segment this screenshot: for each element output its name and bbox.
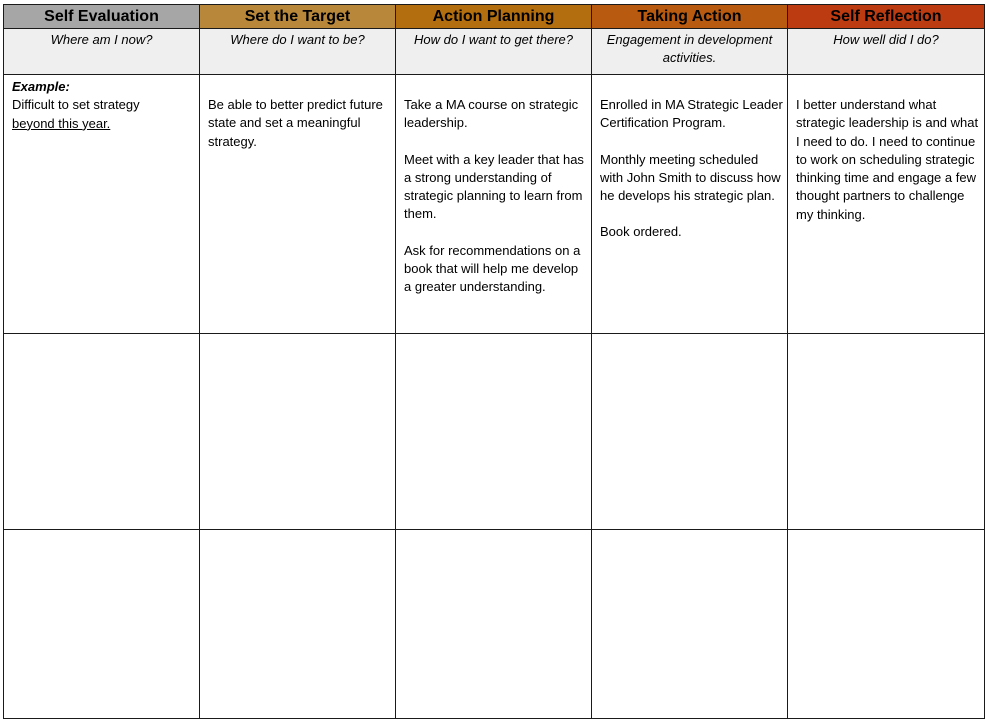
taking-action-item: Monthly meeting scheduled with John Smith to discuss how he develops his strategic plan. [600, 151, 781, 204]
action-planning-item: Meet with a key leader that has a strong understanding of strategic planning to learn from them. [404, 151, 584, 222]
example-set-the-target-cell[interactable] [200, 75, 396, 334]
subtitle-self-reflection: How well did I do? [788, 29, 985, 75]
empty-row [4, 334, 985, 530]
example-label: Example: [12, 79, 70, 94]
empty-self-reflection-cell[interactable] [788, 334, 985, 530]
action-planning-item: Ask for recommendations on a book that will help me develop a greater understanding. [404, 242, 581, 295]
taking-action-item: Book ordered. [600, 224, 682, 240]
empty-self-evaluation-cell[interactable] [4, 530, 200, 719]
action-planning-item: Take a MA course on strategic leadership. [404, 97, 579, 131]
taking-action-item: Enrolled in MA Strategic Leader Certification Program. [600, 97, 783, 131]
example-self-reflection-text: I better understand what strategic leadership is and what I need to do. I need to continue to work on scheduling strategic thinking time and engage a few thought partners to challenge my thinking. [796, 97, 979, 222]
empty-self-evaluation-cell[interactable] [4, 334, 200, 530]
empty-action-planning-cell[interactable] [396, 530, 592, 719]
header-set-the-target: Set the Target [200, 5, 396, 29]
empty-set-the-target-cell[interactable] [200, 530, 396, 719]
example-action-planning-cell[interactable] [396, 75, 592, 334]
header-action-planning: Action Planning [396, 5, 592, 29]
subtitle-row [4, 29, 985, 75]
empty-set-the-target-cell[interactable] [200, 334, 396, 530]
header-row [4, 5, 985, 29]
empty-self-reflection-cell[interactable] [788, 530, 985, 719]
example-self-evaluation-line1: Difficult to set strategy [12, 97, 140, 113]
example-taking-action-cell[interactable] [592, 75, 788, 334]
example-self-reflection-cell[interactable] [788, 75, 985, 334]
example-self-evaluation-line2: beyond this year. [12, 115, 111, 131]
subtitle-self-evaluation: Where am I now? [4, 29, 200, 75]
header-self-reflection: Self Reflection [788, 5, 985, 29]
example-row [4, 75, 985, 334]
example-set-the-target-text: Be able to better predict future state and set a meaningful strategy. [208, 97, 383, 149]
subtitle-taking-action: Engagement in development activities. [592, 29, 788, 75]
empty-taking-action-cell[interactable] [592, 530, 788, 719]
subtitle-action-planning: How do I want to get there? [396, 29, 592, 75]
empty-taking-action-cell[interactable] [592, 334, 788, 530]
example-self-evaluation-cell[interactable] [4, 75, 200, 334]
empty-row [4, 530, 985, 719]
empty-action-planning-cell[interactable] [396, 334, 592, 530]
header-self-evaluation: Self Evaluation [4, 5, 200, 29]
header-taking-action: Taking Action [592, 5, 788, 29]
development-plan-table [3, 4, 985, 719]
subtitle-set-the-target: Where do I want to be? [200, 29, 396, 75]
